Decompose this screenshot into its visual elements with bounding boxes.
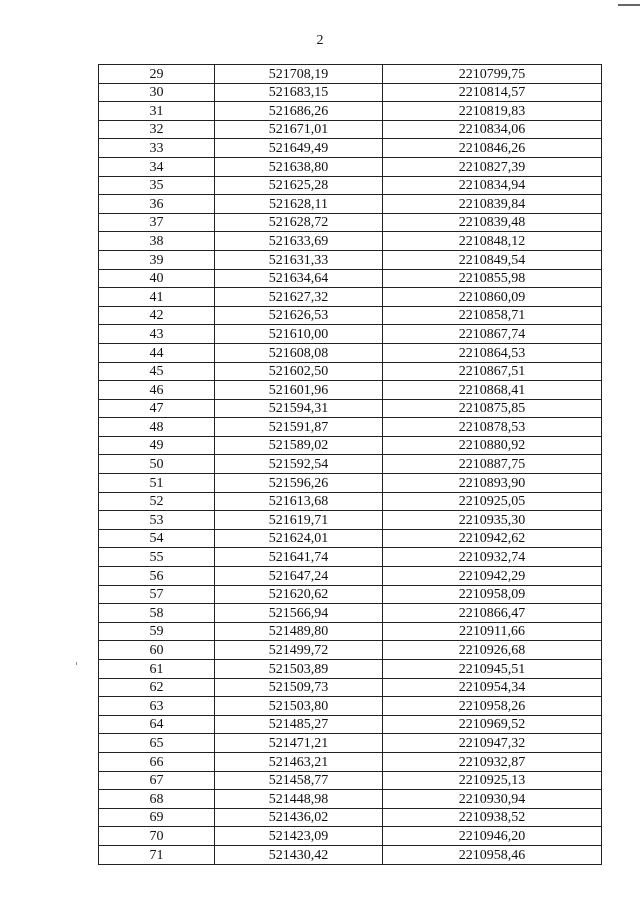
scan-artifact-dot (76, 662, 77, 665)
x-coordinate-cell: 521631,33 (215, 250, 383, 269)
point-number-cell: 42 (99, 306, 215, 325)
y-coordinate-cell: 2210969,52 (383, 715, 602, 734)
table-row (99, 65, 602, 84)
point-number-cell: 35 (99, 176, 215, 195)
table-row (99, 808, 602, 827)
x-coordinate-cell: 521620,62 (215, 585, 383, 604)
y-coordinate-cell: 2210846,26 (383, 139, 602, 158)
y-coordinate-cell: 2210834,94 (383, 176, 602, 195)
table-row (99, 418, 602, 437)
table-row (99, 455, 602, 474)
y-coordinate-cell: 2210887,75 (383, 455, 602, 474)
point-number-cell: 43 (99, 325, 215, 344)
x-coordinate-cell: 521458,77 (215, 771, 383, 790)
table-row (99, 845, 602, 864)
y-coordinate-cell: 2210868,41 (383, 381, 602, 400)
y-coordinate-cell: 2210925,13 (383, 771, 602, 790)
x-coordinate-cell: 521628,11 (215, 195, 383, 214)
x-coordinate-cell: 521448,98 (215, 790, 383, 809)
x-coordinate-cell: 521610,00 (215, 325, 383, 344)
y-coordinate-cell: 2210958,46 (383, 845, 602, 864)
y-coordinate-cell: 2210848,12 (383, 232, 602, 251)
point-number-cell: 57 (99, 585, 215, 604)
table-row (99, 436, 602, 455)
y-coordinate-cell: 2210893,90 (383, 474, 602, 493)
x-coordinate-cell: 521489,80 (215, 622, 383, 641)
table-row (99, 641, 602, 660)
point-number-cell: 61 (99, 660, 215, 679)
y-coordinate-cell: 2210849,54 (383, 250, 602, 269)
point-number-cell: 52 (99, 492, 215, 511)
x-coordinate-cell: 521633,69 (215, 232, 383, 251)
y-coordinate-cell: 2210947,32 (383, 734, 602, 753)
y-coordinate-cell: 2210834,06 (383, 120, 602, 139)
y-coordinate-cell: 2210935,30 (383, 511, 602, 530)
y-coordinate-cell: 2210799,75 (383, 65, 602, 84)
table-row (99, 660, 602, 679)
point-number-cell: 47 (99, 399, 215, 418)
table-row (99, 827, 602, 846)
point-number-cell: 36 (99, 195, 215, 214)
point-number-cell: 49 (99, 436, 215, 455)
table-row (99, 715, 602, 734)
point-number-cell: 62 (99, 678, 215, 697)
x-coordinate-cell: 521647,24 (215, 567, 383, 586)
x-coordinate-cell: 521499,72 (215, 641, 383, 660)
x-coordinate-cell: 521624,01 (215, 529, 383, 548)
x-coordinate-cell: 521628,72 (215, 213, 383, 232)
x-coordinate-cell: 521463,21 (215, 752, 383, 771)
point-number-cell: 31 (99, 102, 215, 121)
coordinates-table-body (99, 65, 602, 865)
x-coordinate-cell: 521686,26 (215, 102, 383, 121)
y-coordinate-cell: 2210855,98 (383, 269, 602, 288)
table-row (99, 752, 602, 771)
point-number-cell: 40 (99, 269, 215, 288)
point-number-cell: 70 (99, 827, 215, 846)
x-coordinate-cell: 521608,08 (215, 343, 383, 362)
point-number-cell: 69 (99, 808, 215, 827)
y-coordinate-cell: 2210860,09 (383, 288, 602, 307)
page-number: 2 (316, 33, 324, 48)
x-coordinate-cell: 521671,01 (215, 120, 383, 139)
coordinates-table (98, 64, 602, 865)
table-row (99, 511, 602, 530)
y-coordinate-cell: 2210866,47 (383, 604, 602, 623)
x-coordinate-cell: 521649,49 (215, 139, 383, 158)
table-row (99, 120, 602, 139)
table-row (99, 176, 602, 195)
x-coordinate-cell: 521423,09 (215, 827, 383, 846)
y-coordinate-cell: 2210867,51 (383, 362, 602, 381)
point-number-cell: 67 (99, 771, 215, 790)
point-number-cell: 66 (99, 752, 215, 771)
y-coordinate-cell: 2210946,20 (383, 827, 602, 846)
point-number-cell: 34 (99, 157, 215, 176)
y-coordinate-cell: 2210925,05 (383, 492, 602, 511)
x-coordinate-cell: 521625,28 (215, 176, 383, 195)
table-row (99, 343, 602, 362)
table-row (99, 474, 602, 493)
point-number-cell: 46 (99, 381, 215, 400)
table-row (99, 362, 602, 381)
x-coordinate-cell: 521503,89 (215, 660, 383, 679)
y-coordinate-cell: 2210942,62 (383, 529, 602, 548)
y-coordinate-cell: 2210867,74 (383, 325, 602, 344)
y-coordinate-cell: 2210827,39 (383, 157, 602, 176)
y-coordinate-cell: 2210958,26 (383, 697, 602, 716)
table-row (99, 269, 602, 288)
x-coordinate-cell: 521596,26 (215, 474, 383, 493)
table-row (99, 678, 602, 697)
y-coordinate-cell: 2210880,92 (383, 436, 602, 455)
table-row (99, 734, 602, 753)
x-coordinate-cell: 521591,87 (215, 418, 383, 437)
y-coordinate-cell: 2210932,87 (383, 752, 602, 771)
x-coordinate-cell: 521503,80 (215, 697, 383, 716)
x-coordinate-cell: 521471,21 (215, 734, 383, 753)
point-number-cell: 50 (99, 455, 215, 474)
table-row (99, 604, 602, 623)
table-row (99, 771, 602, 790)
point-number-cell: 60 (99, 641, 215, 660)
corner-scan-mark (618, 4, 640, 6)
point-number-cell: 54 (99, 529, 215, 548)
x-coordinate-cell: 521626,53 (215, 306, 383, 325)
point-number-cell: 38 (99, 232, 215, 251)
x-coordinate-cell: 521592,54 (215, 455, 383, 474)
x-coordinate-cell: 521589,02 (215, 436, 383, 455)
table-row (99, 381, 602, 400)
point-number-cell: 37 (99, 213, 215, 232)
point-number-cell: 63 (99, 697, 215, 716)
table-row (99, 139, 602, 158)
point-number-cell: 71 (99, 845, 215, 864)
y-coordinate-cell: 2210926,68 (383, 641, 602, 660)
x-coordinate-cell: 521594,31 (215, 399, 383, 418)
table-row (99, 102, 602, 121)
point-number-cell: 44 (99, 343, 215, 362)
y-coordinate-cell: 2210958,09 (383, 585, 602, 604)
x-coordinate-cell: 521619,71 (215, 511, 383, 530)
y-coordinate-cell: 2210878,53 (383, 418, 602, 437)
x-coordinate-cell: 521613,68 (215, 492, 383, 511)
point-number-cell: 64 (99, 715, 215, 734)
x-coordinate-cell: 521509,73 (215, 678, 383, 697)
table-row (99, 492, 602, 511)
table-row (99, 213, 602, 232)
x-coordinate-cell: 521627,32 (215, 288, 383, 307)
point-number-cell: 58 (99, 604, 215, 623)
y-coordinate-cell: 2210938,52 (383, 808, 602, 827)
table-row (99, 790, 602, 809)
x-coordinate-cell: 521708,19 (215, 65, 383, 84)
table-row (99, 157, 602, 176)
table-row (99, 697, 602, 716)
point-number-cell: 51 (99, 474, 215, 493)
table-row (99, 250, 602, 269)
point-number-cell: 41 (99, 288, 215, 307)
y-coordinate-cell: 2210942,29 (383, 567, 602, 586)
point-number-cell: 56 (99, 567, 215, 586)
point-number-cell: 32 (99, 120, 215, 139)
table-row (99, 232, 602, 251)
y-coordinate-cell: 2210945,51 (383, 660, 602, 679)
table-row (99, 585, 602, 604)
y-coordinate-cell: 2210814,57 (383, 83, 602, 102)
table-row (99, 548, 602, 567)
point-number-cell: 65 (99, 734, 215, 753)
point-number-cell: 45 (99, 362, 215, 381)
point-number-cell: 33 (99, 139, 215, 158)
table-row (99, 83, 602, 102)
y-coordinate-cell: 2210932,74 (383, 548, 602, 567)
x-coordinate-cell: 521601,96 (215, 381, 383, 400)
x-coordinate-cell: 521430,42 (215, 845, 383, 864)
y-coordinate-cell: 2210875,85 (383, 399, 602, 418)
y-coordinate-cell: 2210954,34 (383, 678, 602, 697)
x-coordinate-cell: 521638,80 (215, 157, 383, 176)
point-number-cell: 48 (99, 418, 215, 437)
y-coordinate-cell: 2210819,83 (383, 102, 602, 121)
table-row (99, 622, 602, 641)
table-row (99, 195, 602, 214)
point-number-cell: 55 (99, 548, 215, 567)
y-coordinate-cell: 2210839,48 (383, 213, 602, 232)
x-coordinate-cell: 521602,50 (215, 362, 383, 381)
y-coordinate-cell: 2210839,84 (383, 195, 602, 214)
table-row (99, 399, 602, 418)
point-number-cell: 68 (99, 790, 215, 809)
table-row (99, 325, 602, 344)
table-row (99, 567, 602, 586)
y-coordinate-cell: 2210858,71 (383, 306, 602, 325)
x-coordinate-cell: 521485,27 (215, 715, 383, 734)
x-coordinate-cell: 521566,94 (215, 604, 383, 623)
table-row (99, 306, 602, 325)
x-coordinate-cell: 521436,02 (215, 808, 383, 827)
point-number-cell: 29 (99, 65, 215, 84)
x-coordinate-cell: 521634,64 (215, 269, 383, 288)
x-coordinate-cell: 521683,15 (215, 83, 383, 102)
x-coordinate-cell: 521641,74 (215, 548, 383, 567)
point-number-cell: 30 (99, 83, 215, 102)
y-coordinate-cell: 2210864,53 (383, 343, 602, 362)
y-coordinate-cell: 2210911,66 (383, 622, 602, 641)
point-number-cell: 39 (99, 250, 215, 269)
table-row (99, 529, 602, 548)
y-coordinate-cell: 2210930,94 (383, 790, 602, 809)
point-number-cell: 53 (99, 511, 215, 530)
table-row (99, 288, 602, 307)
point-number-cell: 59 (99, 622, 215, 641)
